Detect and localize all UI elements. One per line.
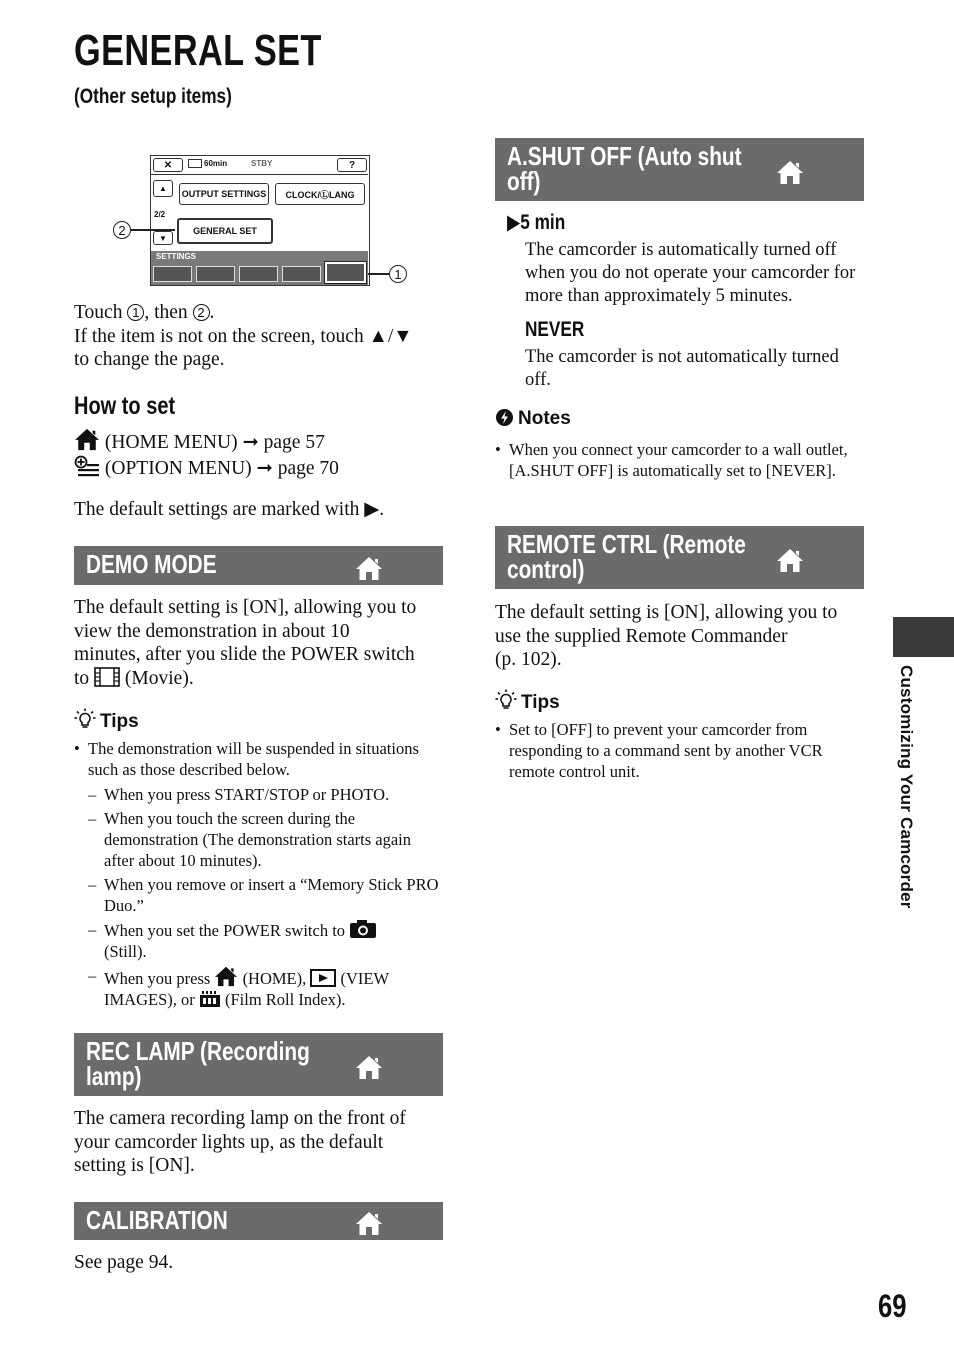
- lcd-list-category-button[interactable]: [239, 266, 278, 282]
- demo-sub-4-still: (Still).: [104, 942, 147, 961]
- lcd-close-button[interactable]: ✕: [153, 158, 183, 172]
- demo-line-1: The default setting is [ON], allowing you to: [74, 597, 417, 618]
- demo-sub-4-text: When you set the POWER switch to: [104, 921, 346, 940]
- remote-ctrl-bar: [495, 526, 864, 589]
- lcd-page-indicator: 2/2: [154, 210, 166, 219]
- demo-sub-5-view: (VIEW: [340, 969, 390, 988]
- demo-sub-5-home: (HOME),: [242, 969, 307, 988]
- lcd-camera-category-button[interactable]: [153, 266, 192, 282]
- intro-period: .: [209, 302, 215, 323]
- demo-line-4: [74, 667, 449, 691]
- page-number: 69: [878, 1288, 907, 1324]
- calibration-text: See page 94.: [74, 1252, 174, 1273]
- movie-icon: [94, 667, 120, 687]
- a-shut-off-notes-heading: [495, 408, 571, 430]
- remote-tip-1: • Set to [OFF] to prevent your camcorder from responding to a command sent by another VCR remote control unit.: [495, 719, 863, 782]
- intro-line-3: to change the page.: [74, 349, 225, 370]
- rec-lamp-line-3: setting is [ON].: [74, 1155, 195, 1176]
- intro-circle-2: 2: [193, 304, 210, 321]
- how-to-set-heading: How to set: [74, 392, 176, 420]
- a-shut-off-notes-list: [495, 439, 863, 481]
- how-to-set-list: [74, 427, 454, 480]
- section-side-label: Customizing Your Camcorder: [897, 665, 916, 909]
- home-menu-ref: (HOME MENU) ➞ page 57: [104, 432, 325, 453]
- default-note: The default settings are marked with ▶.: [74, 499, 385, 520]
- page-title: GENERAL SET: [74, 26, 322, 75]
- demo-sub-5: [74, 965, 444, 1010]
- demo-movie: (Movie).: [124, 667, 194, 689]
- a-shut-off-bar: [495, 138, 864, 201]
- output-settings-button[interactable]: OUTPUT SETTINGS: [179, 183, 269, 205]
- demo-tips-label: Tips: [100, 711, 139, 732]
- lcd-status: STBY: [251, 159, 273, 168]
- calibration-bar: [74, 1202, 443, 1240]
- demo-tips-bullets: [74, 738, 444, 780]
- home-menu-line: [74, 427, 454, 455]
- remote-ctrl-title-2: control): [507, 554, 585, 584]
- callout-2: 2: [113, 221, 131, 239]
- rec-lamp-line-1: The camera recording lamp on the front of: [74, 1108, 406, 1129]
- intro-line-2: If the item is not on the screen, touch ▲/▼: [74, 325, 413, 347]
- tips-bulb-icon: [74, 708, 96, 730]
- lcd-media-category-button[interactable]: [282, 266, 321, 282]
- rec-lamp-description: [74, 1107, 449, 1178]
- a-shut-off-option-never: NEVER: [525, 318, 585, 341]
- notes-icon: [495, 408, 514, 427]
- a-shut-off-note-1: • When you connect your camcorder to a wall outlet, [A.SHUT OFF] is automatically set to [NEVER].: [495, 439, 863, 481]
- home-icon: [355, 1210, 383, 1236]
- demo-sub-5-film: (Film Roll Index).: [225, 990, 346, 1009]
- remote-tips-label: Tips: [521, 692, 560, 713]
- callout-line-2: [129, 229, 175, 231]
- page-subtitle: (Other setup items): [74, 85, 232, 108]
- remote-ctrl-description: [495, 601, 870, 672]
- lcd-divider: [151, 174, 368, 175]
- rec-lamp-line-2: your camcorder lights up, as the default: [74, 1131, 384, 1153]
- demo-tips-heading: [74, 708, 139, 733]
- a-shut-off-notes-bullets: [495, 439, 863, 481]
- intro-text: [74, 301, 454, 372]
- a-shut-off-option-5min-desc: The camcorder is automatically turned off when you do not operate your camcorder for more than approximately 5 minutes.: [525, 240, 856, 306]
- demo-tips-list: [74, 738, 444, 1013]
- option-menu-ref: (OPTION MENU) ➞ page 70: [104, 457, 339, 479]
- remote-tips-bullets: [495, 719, 863, 782]
- demo-sub-4: [74, 919, 444, 962]
- home-icon: [776, 547, 804, 573]
- remote-ctrl-title-1: REMOTE CTRL (Remote: [507, 529, 746, 559]
- battery-remaining: 60min: [204, 159, 228, 168]
- intro-then: , then: [144, 302, 193, 323]
- lcd-page-up-button[interactable]: ▲: [153, 180, 173, 197]
- clock-lang-button[interactable]: CLOCK/ⓁLANG: [275, 183, 365, 205]
- section-tab-marker: [893, 617, 954, 657]
- home-icon: [214, 965, 238, 987]
- remote-line-1: The default setting is [ON], allowing you to: [495, 602, 838, 623]
- remote-tips-heading: [495, 689, 560, 714]
- demo-suspend-conditions: [74, 784, 444, 1010]
- demo-mode-description: [74, 596, 449, 690]
- view-images-icon: [310, 969, 336, 987]
- a-shut-off-title-2: off): [507, 166, 541, 196]
- a-shut-off-option-5min: ▶5 min: [507, 211, 566, 234]
- a-shut-off-option-never-desc: The camcorder is not automatically turned off.: [525, 347, 839, 390]
- remote-tips-list: [495, 719, 863, 782]
- demo-sub-5-press: When you press: [104, 969, 211, 988]
- intro-circle-1: 1: [127, 304, 144, 321]
- intro-touch: Touch: [74, 302, 128, 323]
- demo-sub-1: – When you press START/STOP or PHOTO.: [74, 784, 444, 805]
- remote-line-2: use the supplied Remote Commander: [495, 625, 788, 647]
- callout-line-1: [368, 273, 390, 275]
- lcd-help-button[interactable]: ?: [337, 158, 367, 172]
- rec-lamp-title-2: lamp): [86, 1061, 142, 1091]
- callout-1: 1: [389, 265, 407, 283]
- home-icon: [74, 427, 100, 451]
- camera-icon: [349, 919, 377, 939]
- calibration-title: CALIBRATION: [86, 1205, 228, 1235]
- a-shut-off-title-1: A.SHUT OFF (Auto shut: [507, 141, 742, 171]
- lcd-settings-label: SETTINGS: [156, 252, 197, 261]
- demo-mode-bar: [74, 546, 443, 585]
- home-icon: [355, 555, 383, 581]
- battery-icon: [188, 159, 202, 168]
- intro-line-1: [74, 301, 454, 325]
- demo-sub-2: – When you touch the screen during the demonstration (The demonstration starts again after about 10 minutes).: [74, 808, 444, 871]
- lcd-view-category-button[interactable]: [196, 266, 235, 282]
- home-icon: [776, 159, 804, 185]
- option-menu-icon: [74, 455, 100, 477]
- lcd-screen-illustration: [150, 155, 370, 286]
- option-menu-line: [74, 455, 454, 481]
- demo-tip-main: • The demonstration will be suspended in situations such as those described below.: [74, 738, 444, 780]
- a-shut-off-notes-label: Notes: [518, 408, 571, 429]
- lcd-settings-category-button[interactable]: [325, 262, 366, 283]
- remote-line-3: (p. 102).: [495, 649, 562, 670]
- demo-sub-5-images: IMAGES), or: [104, 990, 195, 1009]
- demo-mode-title: DEMO MODE: [86, 549, 217, 579]
- demo-to: to: [74, 667, 90, 689]
- home-icon: [355, 1054, 383, 1080]
- tips-bulb-icon: [495, 689, 517, 711]
- demo-line-3: minutes, after you slide the POWER switch: [74, 644, 415, 665]
- demo-line-2: view the demonstration in about 10: [74, 620, 350, 642]
- rec-lamp-bar: [74, 1033, 443, 1096]
- general-set-button[interactable]: GENERAL SET: [177, 218, 273, 244]
- lcd-page-down-button[interactable]: ▼: [153, 231, 173, 245]
- demo-sub-3: – When you remove or insert a “Memory Stick PRO Duo.”: [74, 874, 444, 916]
- film-roll-index-icon: [199, 990, 221, 1008]
- rec-lamp-title-1: REC LAMP (Recording: [86, 1036, 310, 1066]
